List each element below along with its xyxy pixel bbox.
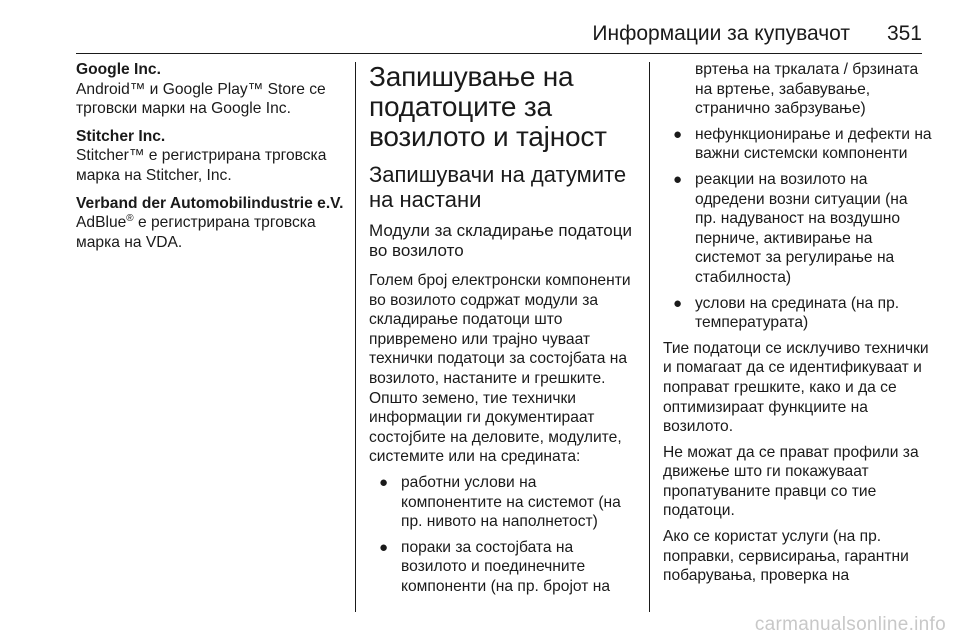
entry-text: [76, 213, 346, 252]
registered-mark: ®: [126, 212, 134, 224]
bullet-continuation: вртења на тркалата / брзината на вртење, забавување, странично забрзување): [695, 61, 919, 118]
body-paragraph: Не можат да се прават профили за движење што ги покажуваат пропатуваните правци со тие податоци.: [663, 443, 919, 520]
bullet-list: [663, 125, 933, 333]
body-paragraph: Тие податоци се исклучиво технички и помагаат да се идентификуваат и поправат грешките, како и да се оптимизираат функциите на возилото.: [663, 339, 929, 436]
right-column: [663, 60, 933, 592]
entry-title: Verband der Automobilindustrie e.V.: [76, 194, 344, 212]
trademark-entry: [76, 60, 346, 119]
trademark-entry-vda: [76, 194, 346, 253]
subsection-heading: Запишувачи на датумите на настани: [369, 162, 627, 212]
list-item: ● нефункционирање и дефекти на важни системски компоненти: [673, 125, 932, 163]
body-paragraph: Голем број електронски компоненти во возилото содржат модули за складирање податоци што привремено или трајно чуваат технички податоци за состојбата на возилото, настаните и грешките. Општо земено, тие технички информации ги документираат состојбите на деловите, модулите, системите или на средината:: [369, 272, 631, 466]
section-heading: Запишување на податоците за возилото и тајност: [369, 61, 607, 152]
column-divider-right: [649, 62, 650, 612]
list-item: ● пораки за состојбата на возилото и поединечните компоненти (на пр. бројот на: [379, 538, 611, 595]
bullet-list: [369, 473, 637, 597]
bullet-icon: ●: [673, 294, 683, 312]
list-item: ● услови на средината (на пр. температурата): [673, 294, 900, 332]
entry-text: Stitcher™ е регистрирана трговска марка на Stitcher, Inc.: [76, 147, 327, 184]
list-item: ● работни услови на компонентите на системот (на пр. нивото на наполнетост): [379, 473, 621, 531]
bullet-icon: ●: [379, 473, 389, 491]
column-divider-left: [355, 62, 356, 612]
entry-title: Google Inc.: [76, 61, 161, 78]
entry-text: Android™ и Google Play™ Store се трговски марки на Google Inc.: [76, 80, 326, 118]
entry-title: Stitcher Inc.: [76, 127, 166, 145]
left-column: [76, 60, 346, 260]
page-number: 351: [886, 22, 922, 45]
brand-name: AdBlue: [76, 214, 127, 232]
middle-column: [369, 60, 637, 603]
body-paragraph: Ако се користат услуги (на пр. поправки, сервисирања, гарантни побарувања, проверка на: [663, 528, 909, 585]
sub-subsection-heading: Модули за складирање податоци во возилото: [369, 221, 632, 260]
trademark-entry: [76, 127, 346, 186]
chapter-title: Информации за купувачот: [592, 22, 850, 45]
page-header: [0, 0, 960, 60]
watermark: carmanualsonline.info: [754, 614, 946, 635]
bullet-icon: ●: [673, 170, 683, 188]
entry-text-rest: е регистрирана трговска марка на VDA.: [76, 214, 316, 251]
bullet-icon: ●: [379, 538, 389, 556]
list-item: ● реакции на возилото на одредени возни ситуации (на пр. надуваност на воздушно перниче, активирање на системот за регулирање на стабилноста): [673, 170, 908, 286]
header-rule: [76, 53, 922, 54]
bullet-icon: ●: [673, 125, 683, 143]
